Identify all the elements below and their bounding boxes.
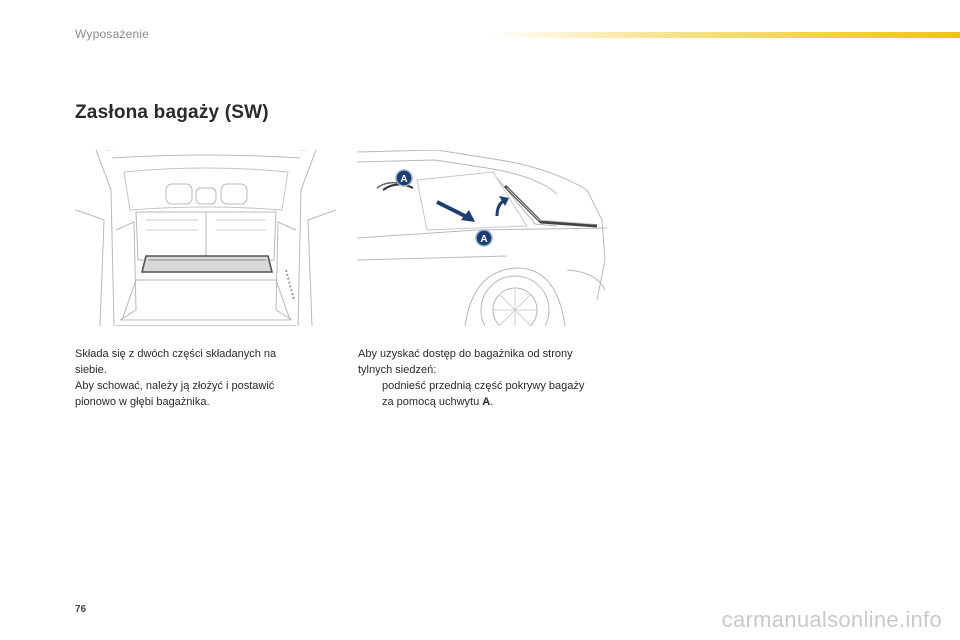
callout-a-top (396, 170, 412, 186)
bullet-line-1: podnieść przednią część pokrywy bagaży (382, 380, 585, 392)
callout-a-bottom (476, 230, 492, 246)
svg-text:A: A (400, 174, 408, 185)
trunk-illustration (76, 150, 336, 326)
right-text-line-2: tylnych siedzeń: (358, 364, 437, 376)
left-text-line-1: Składa się z dwóch części składanych na (75, 348, 277, 360)
watermark: carmanualsonline.info (721, 607, 942, 632)
bullet-line-2-bold: A (482, 396, 491, 408)
bullet-line-2 (382, 394, 628, 410)
left-text-line-2: siebie. (75, 364, 107, 376)
bullet-item (358, 378, 628, 410)
side-view-drawing (357, 150, 614, 326)
right-text-block (358, 346, 628, 410)
left-text-block (75, 346, 325, 410)
bullet-line-2-prefix: za pomocą uchwytu (382, 396, 483, 408)
page-number: 76 (75, 604, 87, 615)
header-section-title: Wyposażenie (75, 27, 150, 41)
trunk-drawing (76, 150, 336, 326)
left-text-line-4: pionowo w głębi bagażnika. (75, 396, 210, 408)
bullet-line-2-suffix: . (490, 396, 494, 408)
right-text-line-1: Aby uzyskać dostęp do bagażnika od strony (358, 348, 573, 360)
left-text-line-3: Aby schować, należy ją złożyć i postawić (75, 380, 275, 392)
side-view-illustration (357, 150, 614, 326)
svg-text:A: A (480, 234, 488, 245)
header-accent-bar (490, 32, 960, 38)
page-title: Zasłona bagaży (SW) (75, 102, 269, 123)
